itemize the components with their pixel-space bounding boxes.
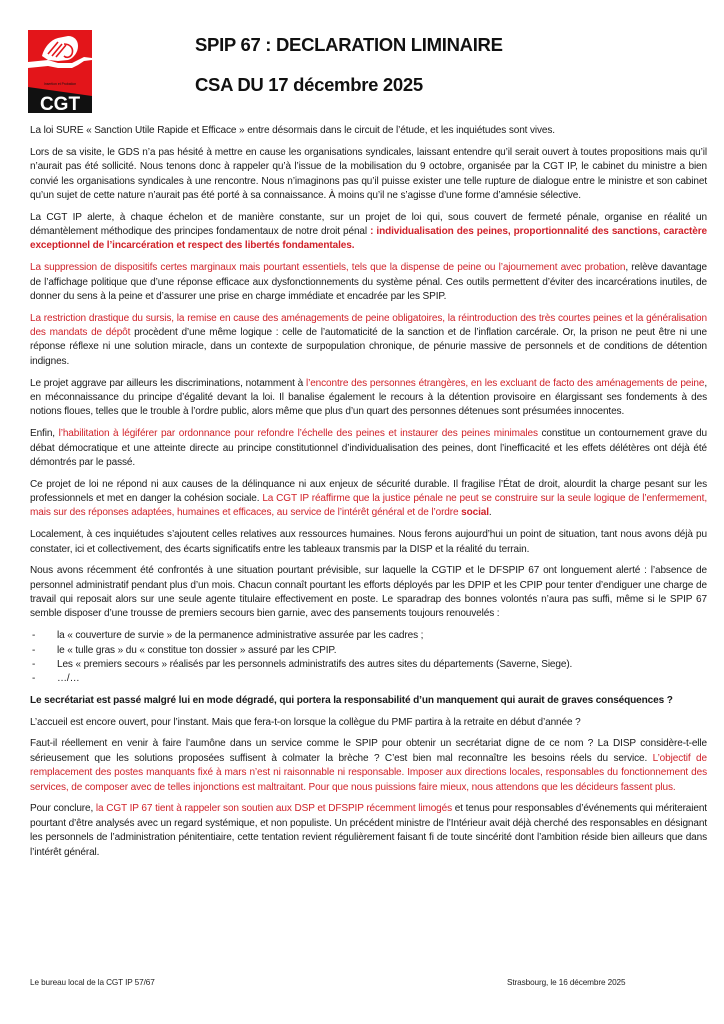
text-normal: , relève davantage de l’affichage politique que d’une réponse efficace aux dysfonctionnements du système pénal. Ces outils permettent d’éviter des incarcérations inutiles, de donner du sens à la peine et d’assurer une prise en charge immédiate et encadrée par les SPIP. [30, 262, 707, 302]
text-normal: Le projet aggrave par ailleurs les discriminations, notamment à [30, 377, 306, 389]
list-item: - Les « premiers secours » réalisés par les personnels administratifs des autres sites du départements (Saverne, Siege). [30, 658, 707, 672]
page-subtitle: CSA DU 17 décembre 2025 [195, 74, 423, 95]
text-highlight-bold: social [461, 507, 489, 519]
text-highlight: La restriction drastique du sursis, la remise en cause des aménagements de peine obligatoires, la réintroduction des très courtes peines et la généralisation des mandats de dépôt [30, 312, 707, 339]
paragraph-14 [30, 802, 707, 860]
paragraph-13 [30, 737, 707, 795]
paragraph-2: Lors de sa visite, le GDS n’a pas hésité à mettre en cause les organisations syndicales, laissant entendre qu’il serait ouvert à toutes propositions mais qu’il n’aurait pas été sollicité. Nous tenons donc à rappeler qu’à l’issue de la mobilisation du 9 octobre, organisée par la CGT IP, le cabinet du ministre a bien convié les organisations syndicales à une rencontre. Nous n’imaginons pas qu’il puisse exister une telle rupture de dialogue entre le ministre et son cabinet qu’un sujet de cette nature n’aurait pas été porté à sa connaissance. À moins qu’il ne s’agisse d’une forme d’amnésie sélective. [30, 146, 707, 201]
paragraph-6 [30, 377, 707, 420]
cgt-logo [28, 30, 92, 113]
paragraph-5 [30, 312, 707, 370]
text-normal: Ce projet de loi ne répond ni aux causes de la délinquance ni aux enjeux de sécurité durable. Il fragilise l’État de droit, alourdit la charge pesant sur les professionnels et met en danger la cohésion sociale. [30, 478, 707, 505]
text-normal: Pour conclure, [30, 803, 96, 815]
text-highlight: L’objectif de remplacement des postes manquants fixé à mars n’est ni raisonnable ni responsable. Imposer aux directions locales, responsables du fonctionnement des services, de composer avec de telles injonctions est maltraitant. Pour que nous puissions faire mieux, nous attendons que les décideurs fassent plus. [30, 752, 707, 793]
page-title: SPIP 67 : DECLARATION LIMINAIRE [195, 34, 503, 55]
document-body [30, 124, 707, 867]
paragraph-11-bold-question: Le secrétariat est passé malgré lui en mode dégradé, qui portera la responsabilité d’un manquement qui aurait de graves conséquences ? [30, 695, 673, 707]
list-item: - …/… [30, 672, 707, 686]
text-highlight: l’encontre des personnes étrangères, en les excluant de facto des aménagements de peine [305, 377, 705, 389]
paragraph-3 [30, 211, 707, 254]
paragraph-7 [30, 427, 707, 470]
text-highlight: l’habilitation à légiférer par ordonnance pour refondre l’échelle des peines et instaurer des peines minimales [58, 428, 538, 440]
logo-caption: Insertion et Probation [43, 82, 77, 86]
text-highlight-bold: : individualisation des peines, proportionnalité des sanctions, caractère exceptionnel de l’incarcération et respect des libertés fondamentales. [30, 226, 707, 252]
text-highlight: La CGT IP réaffirme que la justice pénale ne peut se construire sur la seule logique de l’enfermement, mais sur des réponses adaptées, humaines et efficaces, au service de l’intérêt général et de l’ordre [30, 493, 707, 519]
text-normal: Enfin, [30, 428, 59, 440]
cgt-fist-logo-icon [28, 30, 92, 113]
text-normal: . [488, 507, 492, 519]
text-highlight: La suppression de dispositifs certes marginaux mais pourtant essentiels, tels que la dispense de peine ou l’ajournement avec probation [30, 262, 626, 274]
text-highlight: la CGT IP 67 tient à rappeler son soutien aux DSP et DFSPIP récemment limogés [95, 803, 453, 815]
text-normal: , en méconnaissance du principe d’égalité devant la loi. Il banalise également le recours à la détention provisoire en élargissant ses fondements à des notions floues, telles que le trouble à l’ordre public, alors même que plus d’un quart des personnes détenues sont présumées innocentes. [30, 377, 707, 418]
text-normal: Faut-il réellement en venir à faire l’aumône dans un service comme le SPIP pour obtenir un secrétariat digne de ce nom ? La DISP considère-t-elle sérieusement que les solutions proposées suffisent à colmater la brèche ? C’est bien mal reconnaître les besoins réels du service. [30, 738, 707, 764]
text-normal: procèdent d’une même logique : celle de l’automaticité de la sanction et de l’inflation carcérale. Or, la prison ne peut être ni une réponse réflexe ni une solution miracle, dans un contexte de surpopulation chronique, de pénurie massive de personnels et de conditions de détention indignes. [30, 327, 707, 367]
list-item: - la « couverture de survie » de la permanence administrative assurée par les cadres ; [30, 629, 707, 643]
paragraph-10: Nous avons récemment été confrontés à une situation pourtant prévisible, sur laquelle la CGTIP et le DFSPIP 67 ont longuement alerté : l’absence de personnel administratif pendant plus d’un mois. Chacun connaît pourtant les efforts déployés par les DPIP et les CPIP pour tenter d’endiguer une charge de travail qui reposait alors sur une seule agente titulaire effectivement en poste. Le sparadrap des bonnes volontés n’aura pas suffi, même si le SPIP 67 semble disposer d’une trousse de premiers secours bien garnie, avec des pansements toujours renouvelés : [30, 565, 707, 620]
paragraph-9: Localement, à ces inquiétudes s’ajoutent celles relatives aux ressources humaines. Nous ferons aujourd’hui un point de situation, tant nous avons déjà pu constater, ici et collectivement, des écarts significatifs entre les tableaux transmis par la DISP et la réalité du terrain. [30, 529, 707, 555]
logo-acronym: CGT [39, 94, 81, 113]
bullet-list [30, 629, 707, 687]
paragraph-12: L’accueil est encore ouvert, pour l’instant. Mais que fera-t-on lorsque la collègue du PMF partira à la retraite en début d’année ? [30, 716, 581, 728]
place-date: Strasbourg, le 16 décembre 2025 [507, 978, 626, 987]
list-item: - le « tulle gras » du « constitue ton dossier » assuré par les CPIP. [30, 644, 707, 658]
text-normal: et tenus pour responsables d’événements qui mériteraient pourtant d’être analysés avec un regard systémique, et non populiste. Un précédent ministre de l’Intérieur avait déjà cherché des responsables en désignant les personnels de l’administration pénitentiaire, cette tentation revient régulièrement faisant fi de toute sincérité dont l’ambition réside bien ailleurs que dans l’intérêt général. [30, 803, 707, 858]
text-normal: La CGT IP alerte, à chaque échelon et de manière constante, sur un projet de loi qui, sous couvert de fermeté pénale, organise en réalité un démantèlement méthodique des principes fondamentaux de notre droit pénal [30, 211, 707, 238]
paragraph-4 [30, 261, 707, 304]
signature: Le bureau local de la CGT IP 57/67 [30, 978, 155, 987]
paragraph-8 [30, 478, 707, 521]
paragraph-1: La loi SURE « Sanction Utile Rapide et Efficace » entre désormais dans le circuit de l’étude, et les inquiétudes sont vives. [30, 125, 555, 136]
text-normal: constitue un contournement grave du débat démocratique et une atteinte directe au principe constitutionnel d’individualisation des peines, dont l’inefficacité et les effets délétères ont déjà été démontrés par le passé. [30, 428, 707, 468]
